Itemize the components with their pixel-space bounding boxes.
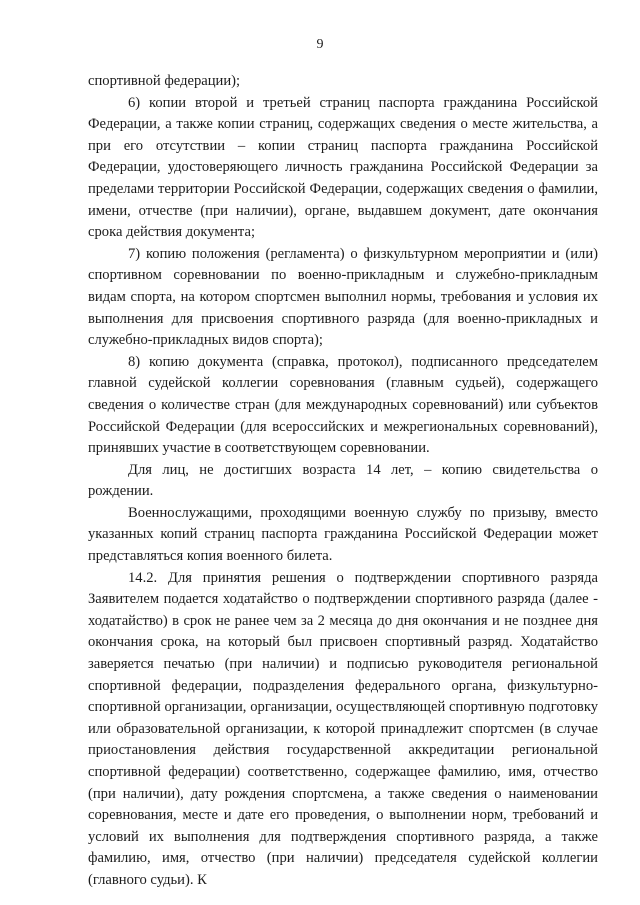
paragraph-military: Военнослужащими, проходящими военную службу по призыву, вместо указанных копий страниц паспорта гражданина Российской Федерации может представляться копия военного билета. <box>88 504 598 565</box>
page-number: 9 <box>316 37 324 52</box>
document-body <box>88 71 598 892</box>
paragraph-minors: Для лиц, не достигших возраста 14 лет, – копию свидетельства о рождении. <box>88 461 598 500</box>
paragraph-item-7: 7) копию положения (регламента) о физкультурном мероприятии и (или) спортивном соревновании по военно-прикладным и служебно-прикладным видам спорта, на котором спортсмен выполнил нормы, требования и условия их выполнения для присвоения спортивного разряда (для военно-прикладных и служебно-прикладных видов спорта); <box>88 245 598 349</box>
paragraph-14-2: 14.2. Для принятия решения о подтверждении спортивного разряда Заявителем подается ходатайство о подтверждении спортивного разряда (далее - ходатайство) в срок не ранее чем за 2 месяца до дня окончания и не позднее дня окончания срока, на который был присвоен спортивный разряд. Ходатайство заверяется печатью (при наличии) и подписью руководителя региональной спортивной федерации, подразделения федерального органа, физкультурно-спортивной организации, организации, осуществляющей спортивную подготовку или образовательной организации, к которой принадлежит спортсмен (в случае приостановления действия государственной аккредитации региональной спортивной федерации) соответственно, содержащее фамилию, имя, отчество (при наличии), дату рождения спортсмена, а также сведения о наименовании соревнования, месте и дате его проведения, о выполнении норм, требований и условий их выполнения для подтверждения спортивного разряда, а также фамилию, имя, отчество (при наличии) председателя судейской коллегии (главного судьи). К <box>88 569 598 888</box>
paragraph-item-8: 8) копию документа (справка, протокол), подписанного председателем главной судейской коллегии соревнования (главным судьей), содержащего сведения о количестве стран (для международных соревнований) или субъектов Российской Федерации (для всероссийских и межрегиональных соревнований), принявших участие в соответствующем соревновании. <box>88 353 598 457</box>
paragraph-continuation: спортивной федерации); <box>88 73 241 89</box>
paragraph-item-6: 6) копии второй и третьей страниц паспорта гражданина Российской Федерации, а также копии страниц, содержащих сведения о месте жительства, а при его отсутствии – копии страниц паспорта гражданина Российской Федерации, удостоверяющего личность гражданина Российской Федерации за пределами территории Российской Федерации, содержащих сведения о фамилии, имени, отчестве (при наличии), органе, выдавшем документ, дате окончания срока действия документа; <box>88 94 598 241</box>
